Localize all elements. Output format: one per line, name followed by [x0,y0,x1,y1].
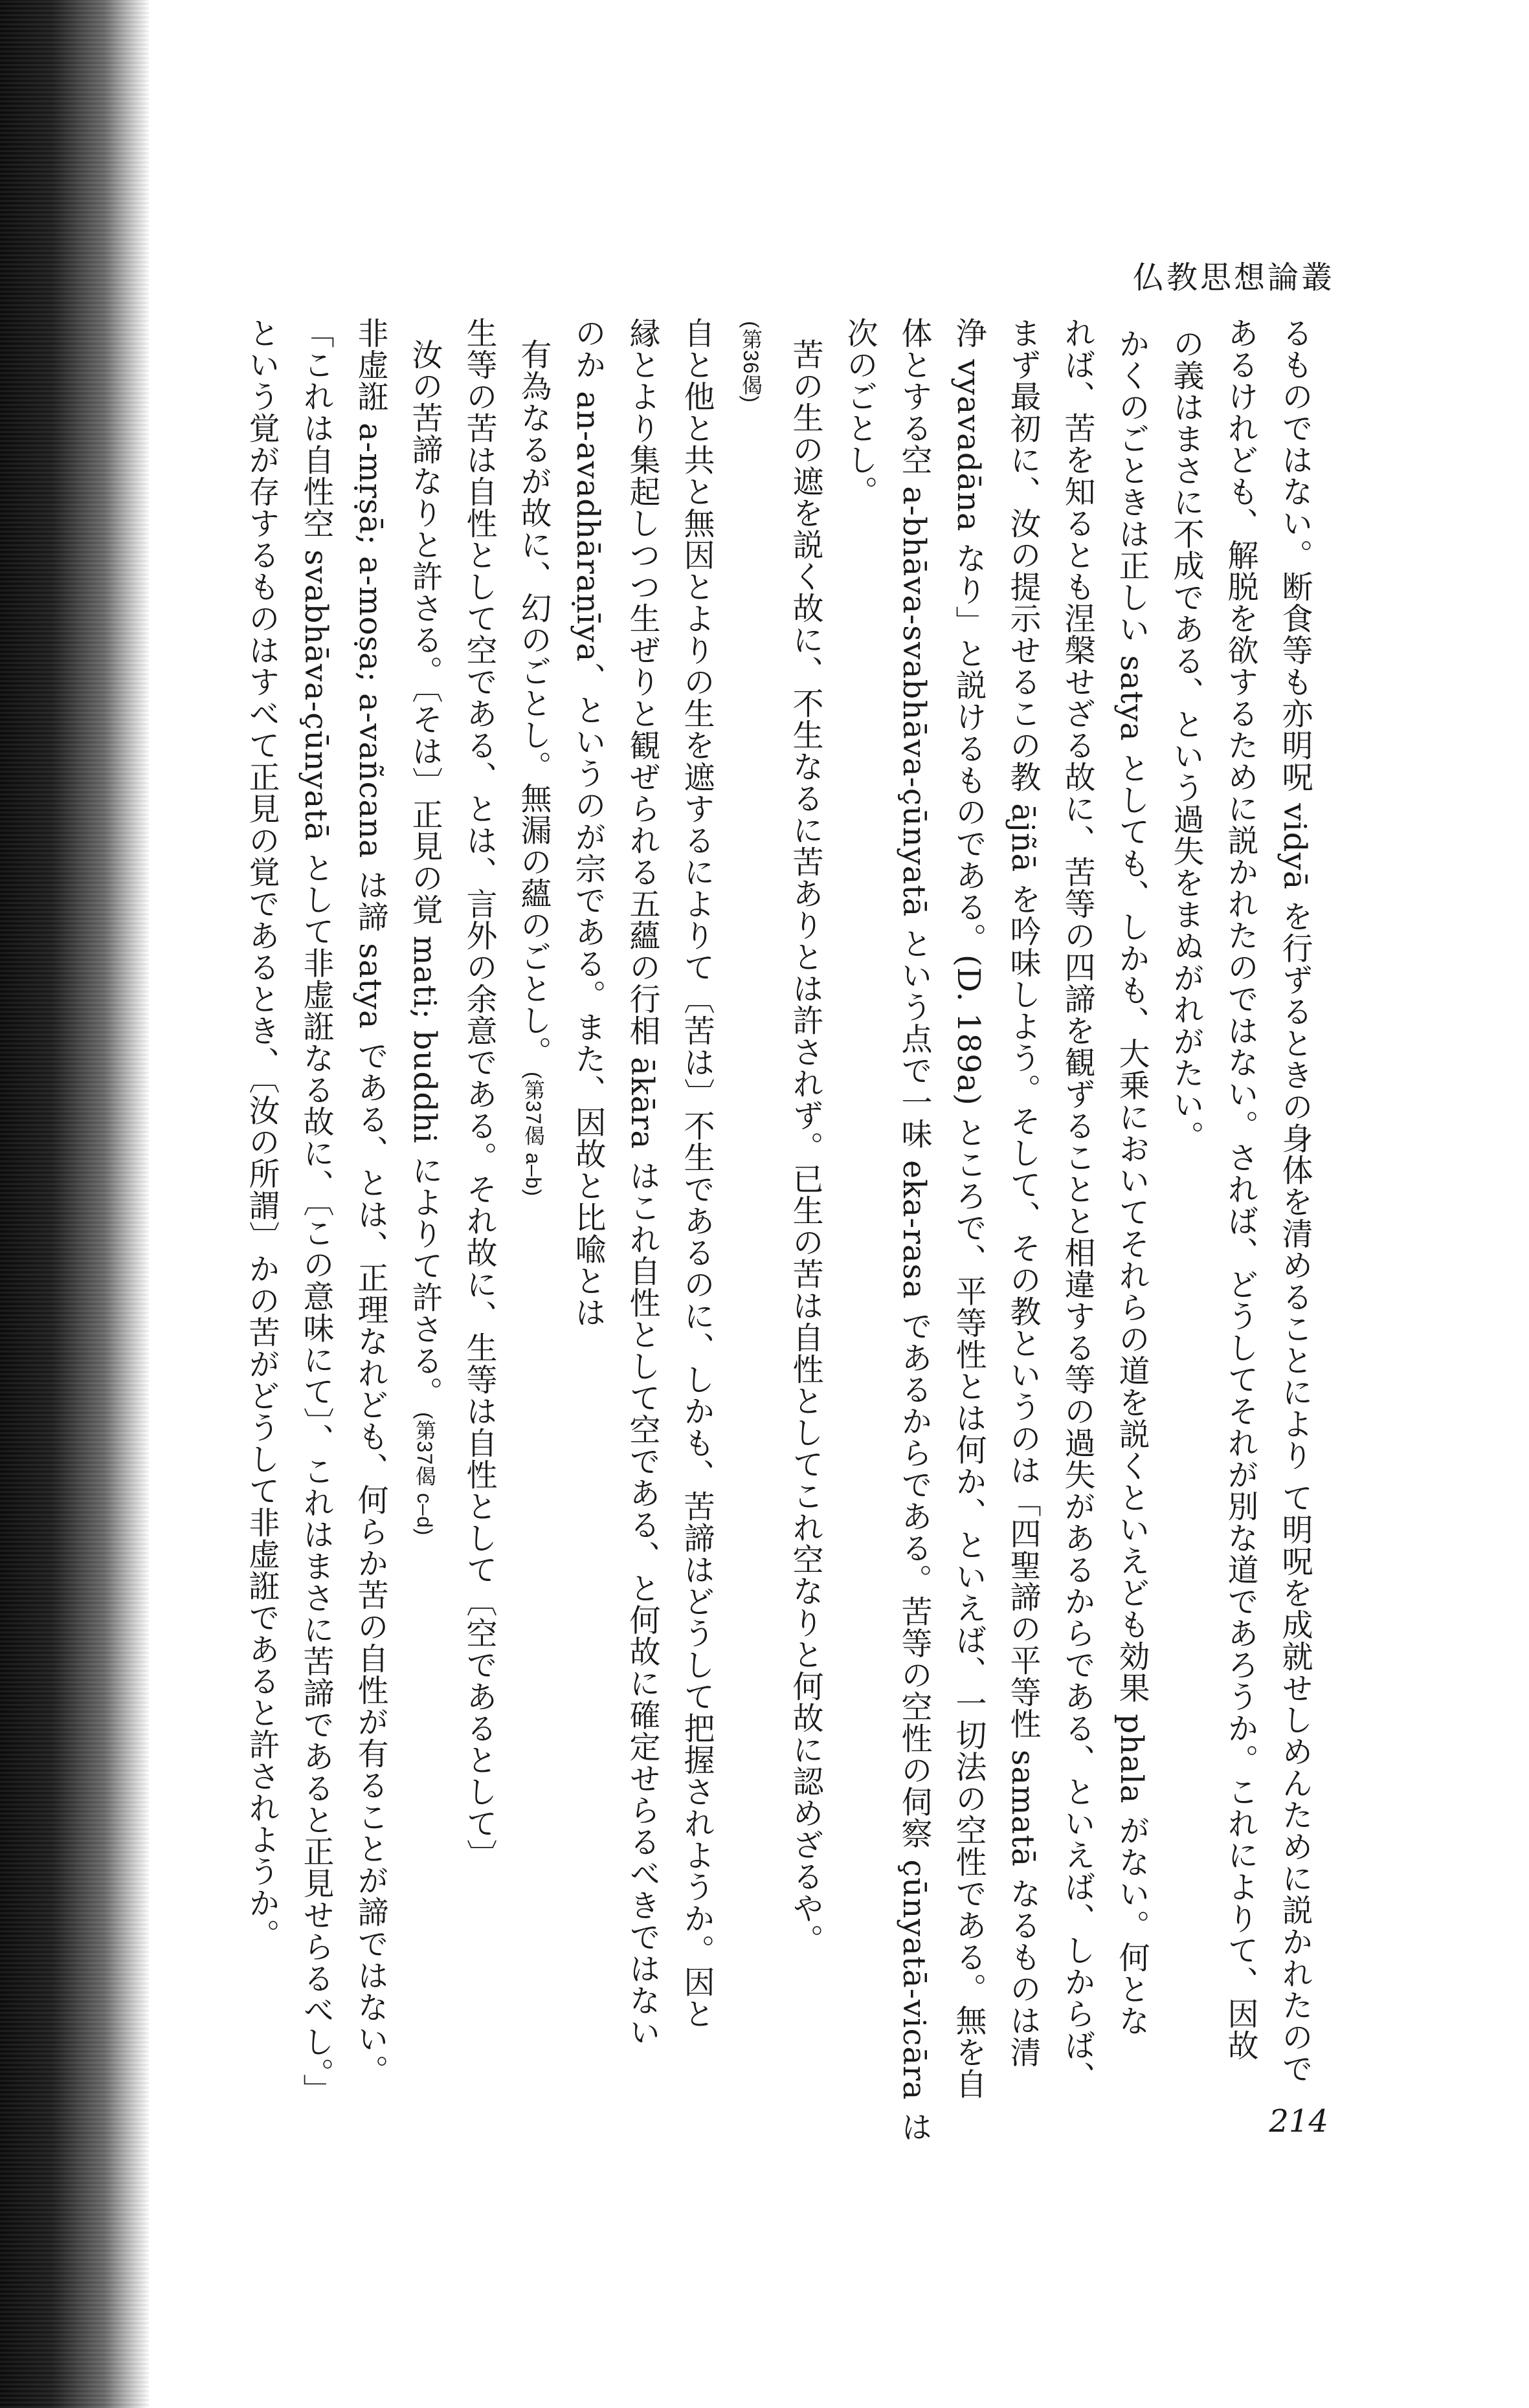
column-text: るものではない。断食等も亦明呪 vidyā を行ずるときの身体を清めることにより て明呪を成就せしめんために説かれたので [1277,317,1313,2084]
verse-number: (第37偈 a–b) [522,1071,545,1197]
verse-number: (第37偈 c–d) [413,1411,436,1536]
column-text: 体とする空 a-bhāva-svabhāva-çūnyatā という点で一味 eka-rasa であるからである。苦等の空性の伺察 çūnyatā-vicāra は [896,317,932,2143]
column-text: の義はまさに不成である、という過失をまぬがれがたい。 [1168,327,1204,1153]
text-column [289,317,343,2155]
verse-number: (第36偈) [739,321,763,403]
column-text: 次のごとし。 [842,317,878,507]
column-text: 汝の苦諦なりと許さる。〔そは〕正見の覚 mati; buddhi によりて許さる。 [407,338,443,1408]
column-text: あるけれども、解脱を欲するために説かれたのではない。されば、どうしてそれが別な道であろうか。これによりて、因故 [1222,317,1258,2061]
page-number: 214 [1269,2103,1328,2139]
text-column [778,317,832,2155]
text-column [996,317,1050,2155]
column-text: 有為なるが故に、幻のごとし。無漏の蘊のごとし。 [515,338,552,1068]
column-text: 非虚誑 a-mṛṣā; a-moṣa; a-vañcana は諦 satya である、とは、正理なれども、何らか苦の自性が有ることが諦ではない。 [352,317,388,2086]
column-text: 生等の苦は自性として空である、とは、言外の余意である。それ故に、生等は自性として〔空であるとして〕 [461,317,497,1871]
column-text: 苦の生の遮を説く故に、不生なるに苦ありとは許されず。已生の苦は自性としてこれ空なりと何故に認めざるや。 [787,338,823,1956]
column-text: まず最初に、汝の提示せるこの教 ājñā を吟味しよう。そして、その教というのは「四聖諦の平等性 samatā なるものは清 [1005,317,1041,2068]
body-text [66,317,1322,2155]
text-column [832,317,887,2155]
text-column [343,317,397,2155]
column-text: という覚が存するものはすべて正見の覚であるとき、〔汝の所謂〕かの苦がどうして非虚誑であると許されようか。 [243,317,280,1950]
text-column [397,317,452,2155]
text-column [669,317,724,2155]
text-column [1104,317,1159,2155]
text-column [561,317,615,2155]
column-text: かくのごときは正しい satya としても、しかも、大乗においてそれらの道を説くといえども効果 phala がない。何とな [1113,327,1150,2037]
column-text: 浄 vyavadāna なり」と説けるものである。(D. 189a) ところで、平等性とは何か、といえば、一切法の空性である。無を自 [950,317,987,2100]
column-text: れば、苦を知るとも涅槃せざる故に、苦等の四諦を観ずることと相違する等の過失があるからである、といえば、しからば、 [1059,317,1095,2093]
text-column [1159,317,1213,2155]
column-text: 縁とより集起しつつ生ぜりと観ぜられる五蘊の行相 ākāra はこれ自性として空である、と何故に確定せらるべきではない [624,317,660,2048]
running-header: 仏教思想論叢 [1132,260,1335,296]
text-column [941,317,996,2155]
text-column [1213,317,1267,2155]
text-column [1050,317,1104,2155]
column-text: のか an-avadhāraṇīya、というのが宗である。また、因故と比喩とは [570,317,606,1329]
text-column [887,317,941,2155]
text-column [724,317,778,2155]
column-text: 自と他と共と無因とよりの生を遮するによりて〔苦は〕不生であるのに、しかも、苦諦はどうして把握されようか。因と [678,317,715,2029]
text-column [1267,317,1322,2155]
text-column [615,317,669,2155]
text-column [452,317,506,2155]
column-text: 「これは自性空 svabhāva-çūnyatā として非虚誑なる故に、〔この意味にて〕、これはまさに苦諦であると正見せらるべし。」 [298,317,334,2106]
text-column [506,317,561,2155]
text-column [234,317,289,2155]
